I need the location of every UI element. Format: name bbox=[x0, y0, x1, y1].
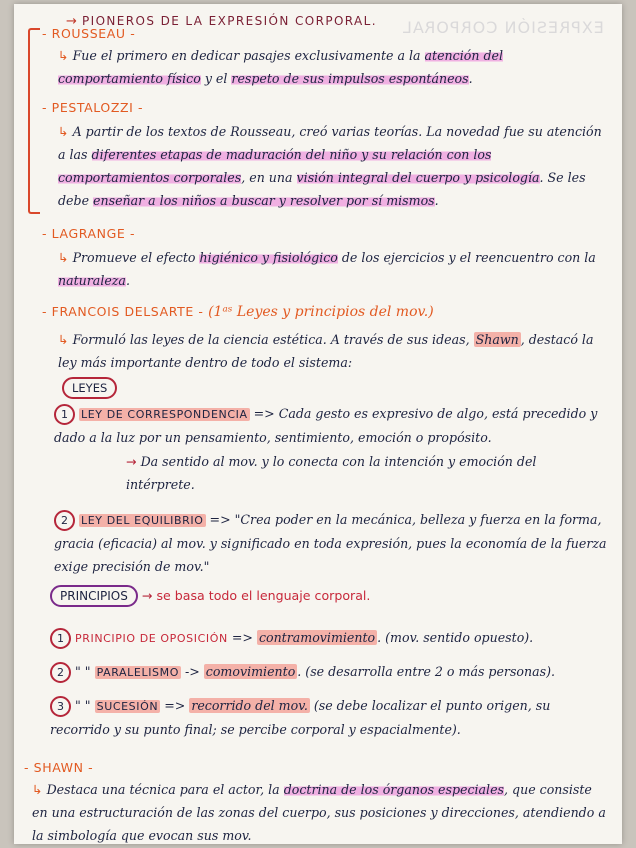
number-badge: 1 bbox=[50, 628, 71, 649]
highlight: higiénico y fisiológico bbox=[199, 250, 338, 265]
principles-note: se basa todo el lenguaje corporal. bbox=[156, 588, 371, 603]
number-badge: 2 bbox=[50, 662, 71, 683]
shawn-heading: - SHAWN - bbox=[24, 760, 94, 775]
delsarte-intro: ↳ Formuló las leyes de la ciencia estética. A través de sus ideas, Shawn , destacó la ley más importante dentro de todo el sistema: bbox=[58, 332, 594, 370]
bullet-arrow-icon: ↳ bbox=[58, 48, 69, 63]
law-1: 1 LEY DE CORRESPONDENCIA => Cada gesto es expresivo de algo, está precedido y dado a la luz por un pensamiento, sentimiento, emoción o propósito. bbox=[54, 406, 598, 445]
section-bracket bbox=[28, 28, 40, 214]
lagrange-heading: - LAGRANGE - bbox=[42, 226, 136, 241]
highlight: visión integral del cuerpo y psicología bbox=[296, 170, 540, 185]
highlight: comovimiento bbox=[205, 664, 296, 679]
number-badge: 1 bbox=[54, 404, 75, 425]
law-2-name: LEY DEL EQUILIBRIO bbox=[81, 514, 204, 527]
pestalozzi-paragraph: ↳ A partir de los textos de Rousseau, creó varias teorías. La novedad fue su atención a las diferentes etapas de maduración del niño y su relación con los comportamientos corporales, en una visión integral del cuerpo y psicología. Se les debe enseñar a los niños a buscar y resolver por sí mismos. bbox=[58, 124, 602, 208]
bullet-arrow-icon: ↳ bbox=[32, 782, 43, 797]
highlight: contramovimiento bbox=[258, 630, 376, 645]
principle-1: 1 PRINCIPIO DE OPOSICIÓN => contramovimiento . (mov. sentido opuesto). bbox=[50, 626, 606, 650]
highlight: recorrido del mov. bbox=[191, 698, 308, 713]
lagrange-paragraph: ↳ Promueve el efecto higiénico y fisiológico de los ejercicios y el reencuentro con la naturaleza. bbox=[58, 250, 596, 288]
highlight: doctrina de los órganos especiales bbox=[283, 782, 505, 797]
law-1-name: LEY DE CORRESPONDENCIA bbox=[81, 408, 248, 421]
bleed-through-text: EXPRESIÓN CORPORAL bbox=[402, 18, 604, 37]
highlight: enseñar a los niños a buscar y resolver por sí mismos bbox=[93, 193, 435, 208]
delsarte-subtitle: (1ᵃˢ Leyes y principios del mov.) bbox=[208, 304, 434, 320]
rousseau-paragraph: ↳ Fue el primero en dedicar pasajes exclusivamente a la atención del comportamiento físico y el respeto de sus impulsos espontáneos. bbox=[58, 48, 503, 86]
principle-2: 2 " " PARALELISMO -> comovimiento . (se desarrolla entre 2 o más personas). bbox=[50, 660, 622, 684]
rousseau-heading: - ROUSSEAU - bbox=[42, 26, 136, 41]
principles-row bbox=[50, 584, 570, 607]
highlight: naturaleza bbox=[58, 273, 126, 288]
arrow-icon: → bbox=[126, 454, 137, 469]
highlight: diferentes etapas de maduración del niño y su relación con los comportamientos corporales bbox=[58, 147, 492, 185]
law-1-sub: → Da sentido al mov. y lo conecta con la intención y emoción del intérprete. bbox=[126, 454, 537, 492]
principle-1-name: PRINCIPIO DE OPOSICIÓN bbox=[75, 632, 228, 645]
bullet-arrow-icon: ↳ bbox=[58, 124, 69, 139]
principle-3: 3 " " SUCESIÓN => recorrido del mov. (se debe localizar el punto origen, su recorrido y su punto final; se percibe corporal y espacialmente). bbox=[50, 698, 551, 737]
highlight: respeto de sus impulsos espontáneos bbox=[231, 71, 469, 86]
highlight: Shawn bbox=[475, 332, 519, 347]
page-title: PIONEROS DE LA EXPRESIÓN CORPORAL. bbox=[82, 14, 377, 28]
principle-2-name: PARALELISMO bbox=[96, 666, 179, 679]
title-arrow-icon: → bbox=[66, 14, 77, 29]
highlight: atención del comportamiento físico bbox=[58, 48, 503, 86]
principle-3-name: SUCESIÓN bbox=[96, 700, 159, 713]
principles-label: PRINCIPIOS bbox=[50, 585, 138, 607]
laws-label: LEYES bbox=[62, 377, 117, 399]
law-2: 2 LEY DEL EQUILIBRIO => "Crea poder en la mecánica, belleza y fuerza en la forma, gracia (eficacia) al mov. y significado en toda expresión, pues la economía de la fuerza exige precisión de mov." bbox=[54, 512, 607, 574]
laws-label-row bbox=[62, 376, 117, 399]
bullet-arrow-icon: ↳ bbox=[58, 250, 69, 265]
pestalozzi-heading: - PESTALOZZI - bbox=[42, 100, 144, 115]
notebook-page bbox=[14, 4, 622, 844]
number-badge: 2 bbox=[54, 510, 75, 531]
shawn-paragraph: ↳ Destaca una técnica para el actor, la doctrina de los órganos especiales, que consiste en una estructuración de las zonas del cuerpo, sus posiciones y direcciones, atendiendo a la simbología que evocan sus mov. bbox=[32, 782, 606, 843]
delsarte-heading: - FRANCOIS DELSARTE - (1ᵃˢ Leyes y principios del mov.) bbox=[42, 304, 434, 320]
number-badge: 3 bbox=[50, 696, 71, 717]
bullet-arrow-icon: ↳ bbox=[58, 332, 69, 347]
arrow-icon: → bbox=[141, 588, 153, 603]
